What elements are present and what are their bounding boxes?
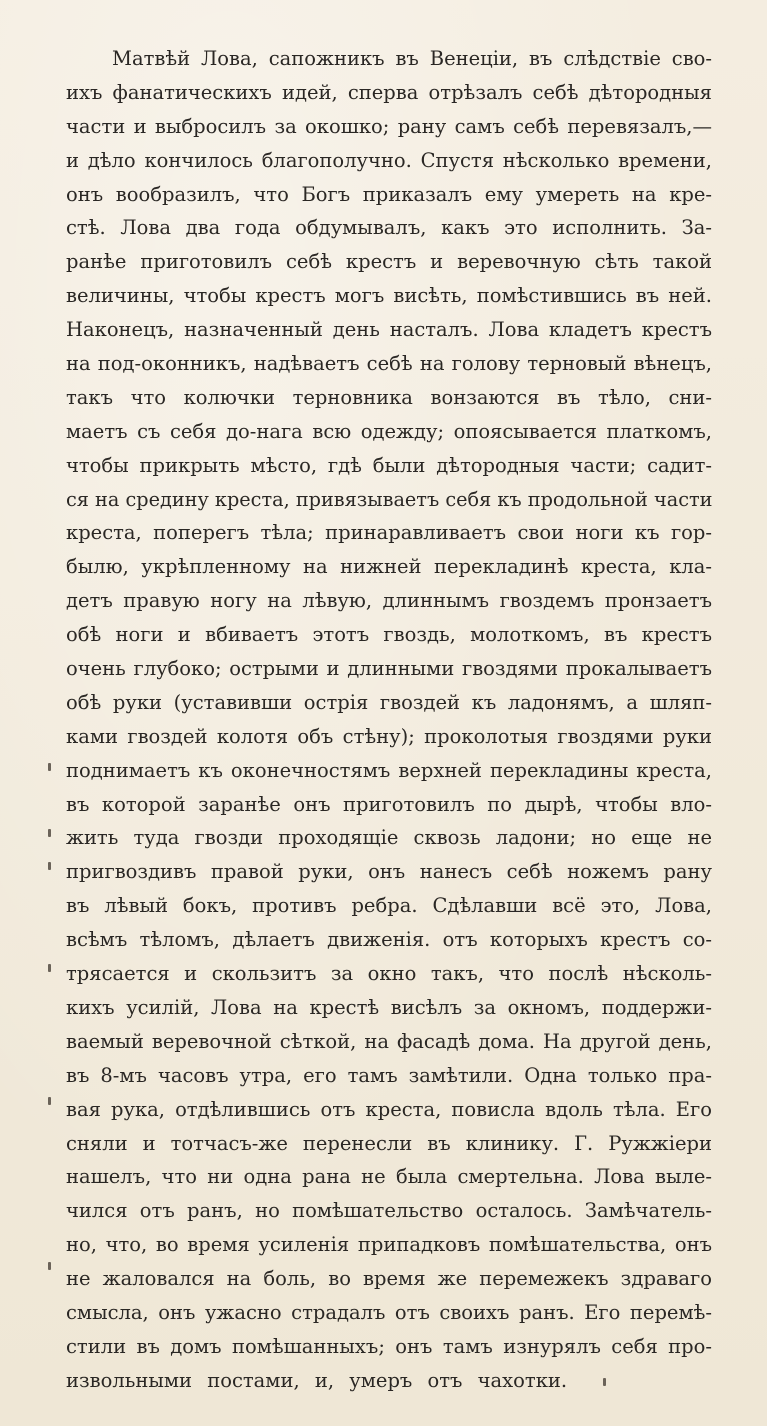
text-line: Наконецъ, назначенный день насталъ. Лова кладетъ крестъ — [66, 318, 712, 342]
text-line: смысла, онъ ужасно страдалъ отъ своихъ ранъ. Его перемѣ- — [66, 1300, 712, 1324]
text-line: ками гвоздей колотя объ стѣну); проколотыя гвоздями руки — [66, 724, 712, 748]
text-line: величины, чтобы крестъ могъ висѣть, помѣстившись въ ней. — [66, 284, 712, 308]
text-line: поднимаетъ къ оконечностямъ верхней перекладины креста, — [66, 758, 712, 782]
text-line: обѣ руки (уставивши острія гвоздей къ ладонямъ, а шляп- — [66, 690, 712, 714]
text-line: стѣ. Лова два года обдумывалъ, какъ это исполнить. За- — [66, 216, 712, 240]
text-line: ся на средину креста, привязываетъ себя къ продольной части — [66, 487, 712, 511]
text-line: на под-оконникъ, надѣваетъ себѣ на голову терновый вѣнецъ, — [66, 352, 712, 376]
text-line: и дѣло кончилось благополучно. Спустя нѣсколько времени, — [66, 148, 712, 172]
text-line: чился отъ ранъ, но помѣшательство осталось. Замѣчатель- — [66, 1199, 712, 1223]
text-line: пригвоздивъ правой руки, онъ нанесъ себѣ ножемъ рану — [66, 860, 712, 884]
paragraph — [66, 42, 712, 1398]
text-line: онъ вообразилъ, что Богъ приказалъ ему умереть на кре- — [66, 182, 712, 206]
text-line: креста, поперегъ тѣла; принаравливаетъ свои ноги къ гор- — [66, 521, 712, 545]
text-line: сняли и тотчасъ-же перенесли въ клинику. Г. Ружжіери — [66, 1131, 712, 1155]
text-line: чтобы прикрыть мѣсто, гдѣ были дѣтородныя части; садит- — [66, 453, 712, 477]
text-line: въ лѣвый бокъ, противъ ребра. Сдѣлавши всё это, Лова, — [66, 894, 712, 918]
text-line: такъ что колючки терновника вонзаются въ тѣло, сни- — [66, 385, 712, 409]
text-line: извольными постами, и, умеръ отъ чахотки. — [66, 1368, 568, 1392]
text-line: Матвѣй Лова, сапожникъ въ Венеціи, въ слѣдствіе сво- — [112, 47, 712, 70]
text-line: стили въ домъ помѣшанныхъ; онъ тамъ изнурялъ себя про- — [66, 1334, 712, 1358]
text-line: всѣмъ тѣломъ, дѣлаетъ движенія. отъ которыхъ крестъ со- — [66, 928, 712, 952]
text-line: былю, укрѣпленному на нижней перекладинѣ креста, кла- — [66, 555, 712, 579]
text-line: очень глубоко; острыми и длинными гвоздями прокалываетъ — [66, 657, 712, 681]
text-line: въ 8-мъ часовъ утра, его тамъ замѣтили. Одна только пра- — [66, 1063, 712, 1087]
text-line: трясается и скользитъ за окно такъ, что послѣ нѣсколь- — [66, 962, 712, 986]
text-line: но, что, во время усиленія припадковъ помѣшательства, онъ — [66, 1233, 712, 1257]
text-line: не жаловался на боль, во время же перемежекъ здраваго — [66, 1267, 712, 1291]
text-line: въ которой заранѣе онъ приготовилъ по дырѣ, чтобы вло- — [66, 792, 712, 816]
text-line: обѣ ноги и вбиваетъ этотъ гвоздь, молоткомъ, въ крестъ — [66, 623, 712, 647]
text-line: ихъ фанатическихъ идей, сперва отрѣзалъ себѣ дѣтородныя — [66, 80, 712, 104]
text-line: части и выбросилъ за окошко; рану самъ себѣ перевязалъ,— — [66, 114, 712, 138]
margin-mark — [48, 964, 51, 972]
margin-mark — [48, 829, 51, 837]
margin-mark — [603, 1378, 606, 1386]
margin-mark — [48, 1262, 51, 1270]
text-line: жить туда гвозди проходящіе сквозь ладони; но еще не — [66, 826, 712, 850]
text-line: нашелъ, что ни одна рана не была смертельна. Лова выле- — [66, 1165, 712, 1189]
margin-mark — [48, 862, 51, 870]
text-line: детъ правую ногу на лѣвую, длиннымъ гвоздемъ пронзаетъ — [66, 589, 712, 613]
margin-mark — [48, 1097, 51, 1105]
text-line: кихъ усилій, Лова на крестѣ висѣлъ за окномъ, поддержи- — [66, 995, 712, 1019]
margin-mark — [48, 763, 51, 771]
text-line: ранѣе приготовилъ себѣ крестъ и веревочную сѣть такой — [66, 250, 712, 274]
text-line: ваемый веревочной сѣткой, на фасадѣ дома. На другой день, — [66, 1029, 712, 1053]
text-line: маетъ съ себя до-нага всю одежду; опоясывается платкомъ, — [66, 419, 712, 443]
text-line: вая рука, отдѣлившись отъ креста, повисла вдоль тѣла. Его — [66, 1097, 712, 1121]
